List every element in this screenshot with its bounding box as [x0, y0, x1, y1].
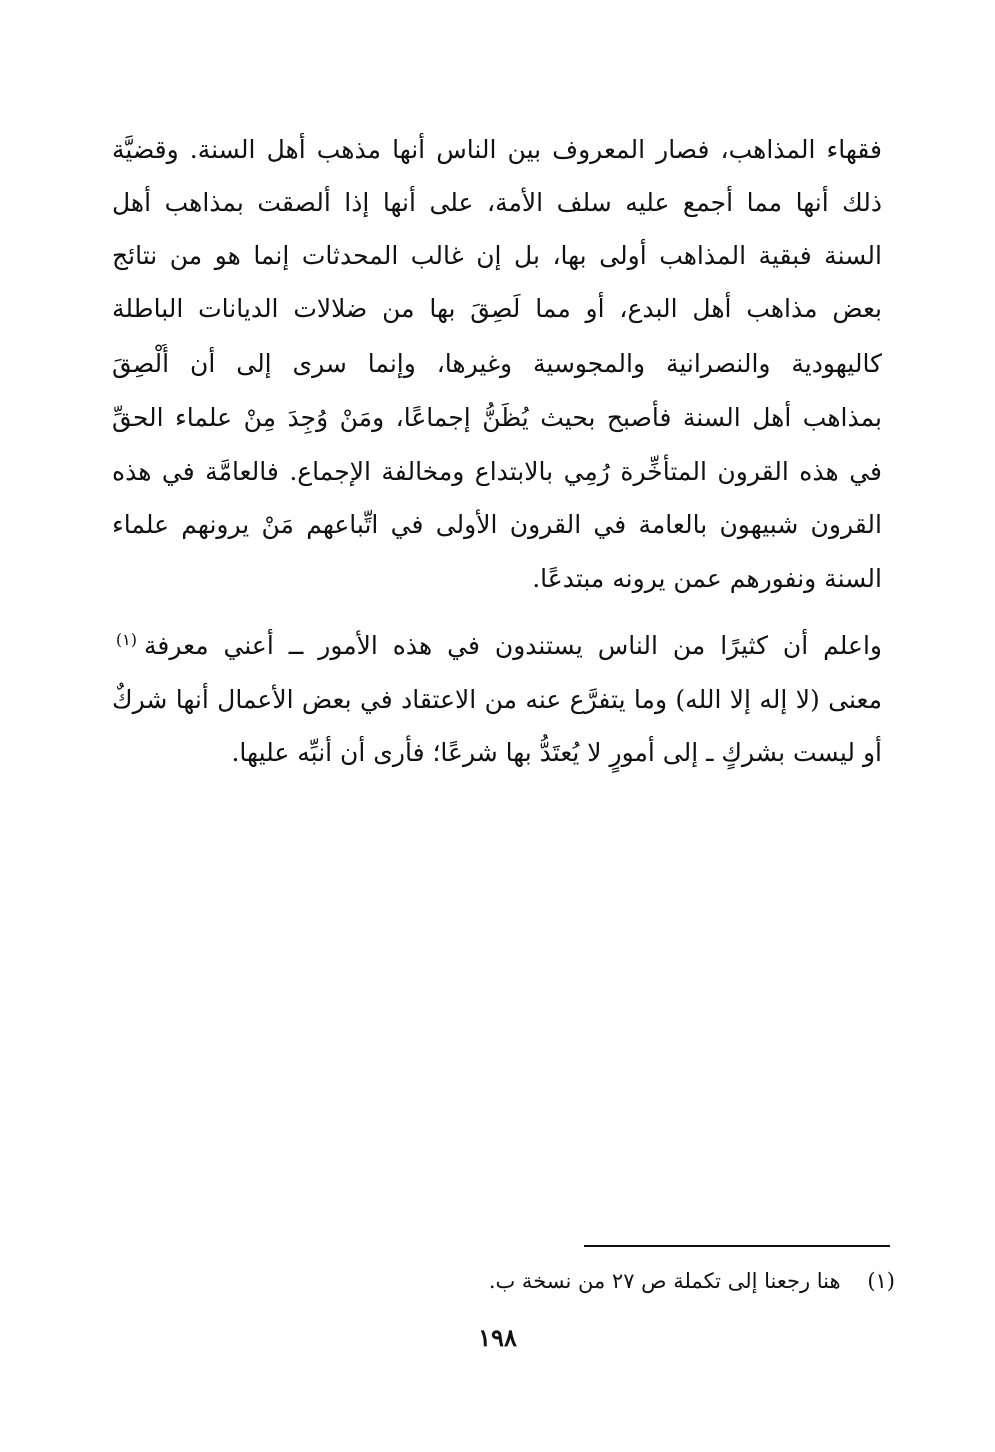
body-line: بمذاهب أهل السنة فأصبح بحيث يُظَنُّ إجماعًا، ومَنْ وُجِدَ مِنْ علماء الحقِّ — [112, 403, 882, 432]
body-line: بعض مذاهب أهل البدع، أو مما لَصِقَ بها من ضلالات الديانات الباطلة — [112, 294, 882, 323]
body-line: القرون شبيهون بالعامة في القرون الأولى في اتِّباعهم مَنْ يرونهم علماء — [112, 510, 882, 539]
body-line: فقهاء المذاهب، فصار المعروف بين الناس أنها مذهب أهل السنة. وقضيَّة — [112, 135, 882, 164]
body-line: كاليهودية والنصرانية والمجوسية وغيرها، وإنما سرى إلى أن أُلْصِقَ — [112, 349, 882, 378]
footnote-text: هنا رجعنا إلى تكملة ص ٢٧ من نسخة ب. — [488, 1269, 841, 1293]
footnote-number: (١) — [867, 1269, 895, 1293]
page-number: ١٩٨ — [478, 1323, 517, 1352]
footnote — [489, 1264, 895, 1298]
body-line: أو ليست بشركٍ ـ إلى أمورٍ لا يُعتَدُّ بها شرعًا؛ فأرى أن أنبِّه عليها. — [231, 738, 882, 767]
body-line: معنى (لا إله إلا الله) وما يتفرَّع عنه من الاعتقاد في بعض الأعمال أنها شركٌ — [112, 685, 882, 714]
body-line: السنة فبقية المذاهب أولى بها، بل إن غالب المحدثات إنما هو من نتائج — [112, 241, 882, 270]
body-line: ذلك أنها مما أجمع عليه سلف الأمة، على أنها إذا ألصقت بمذاهب أهل — [112, 188, 882, 217]
body-line: السنة ونفورهم عمن يرونه مبتدعًا. — [532, 564, 882, 593]
body-line: واعلم أن كثيرًا من الناس يستندون في هذه الأمور ــ أعني معرفة — [144, 631, 882, 660]
body-line: في هذه القرون المتأخِّرة رُمِي بالابتداع ومخالفة الإجماع. فالعامَّة في هذه — [112, 457, 882, 486]
footnote-reference: (١) — [115, 630, 137, 649]
footnote-separator — [584, 1245, 890, 1247]
